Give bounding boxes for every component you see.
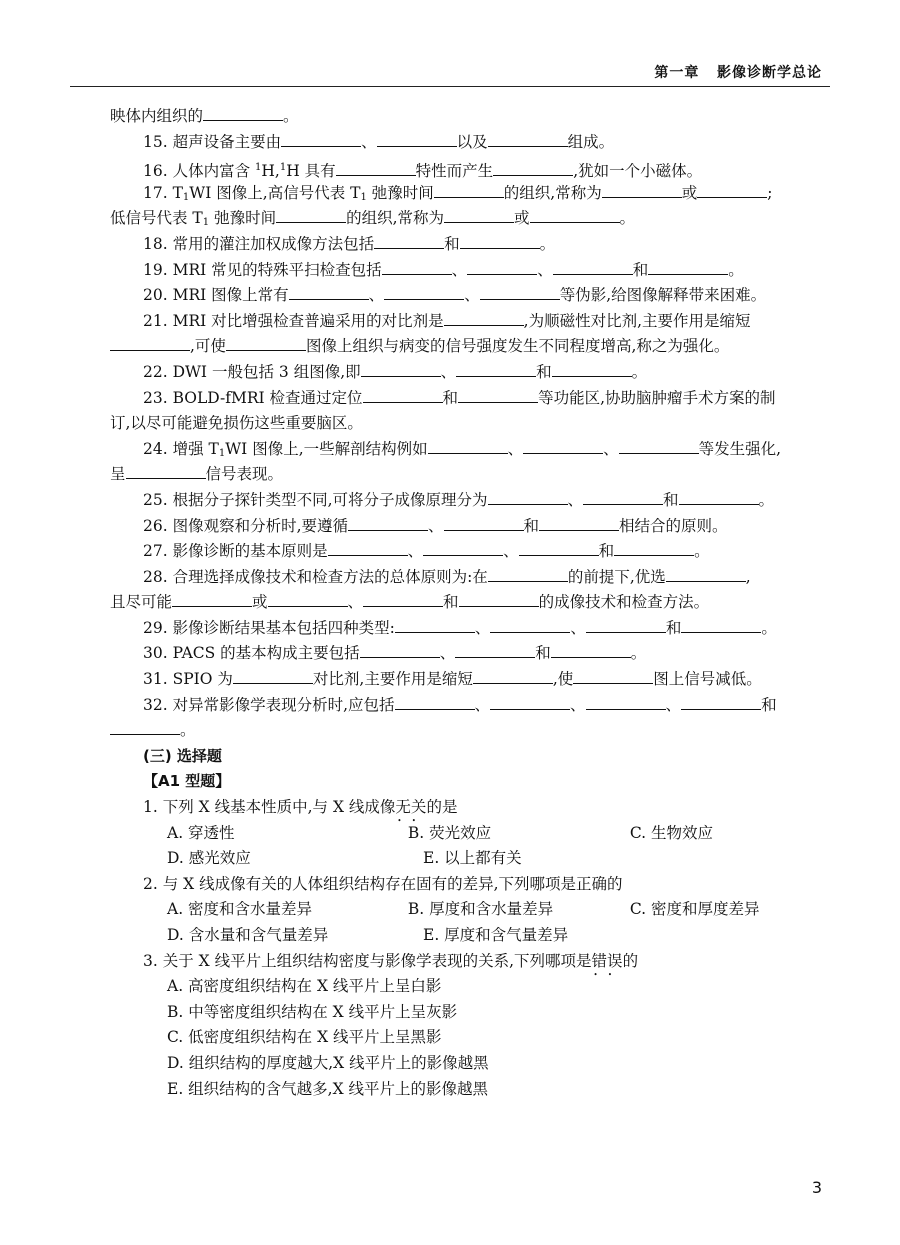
answer-blank[interactable] [553,258,633,275]
question-23-cont: 订,以尽可能避免损伤这些重要脑区。 [110,414,363,433]
answer-blank[interactable] [488,130,568,147]
option-c[interactable]: C. 生物效应 [629,823,714,842]
mc-question-3: 3. 关于 X 线平片上组织结构密度与影像学表现的关系,下列哪项是错误 • •的 [110,949,818,975]
answer-blank[interactable] [423,539,503,556]
chapter-title: 影像诊断学总论 [717,65,822,81]
answer-blank[interactable] [666,565,746,582]
answer-blank[interactable] [233,667,313,684]
mc-question-2: 2. 与 X 线成像有关的人体组织结构存在固有的差异,下列哪项是正确的 [143,874,623,893]
answer-blank[interactable] [276,206,346,223]
running-header [654,62,822,82]
answer-blank[interactable] [363,386,443,403]
question-27: 27. 影像诊断的基本原则是 、 、 和 。 [110,539,818,565]
subsection-heading: 【A1 型题】 [143,772,231,791]
answer-blank[interactable] [583,488,663,505]
question-19: 19. MRI 常见的特殊平扫检查包括 、 、 和 。 [110,258,818,284]
answer-blank[interactable] [328,539,408,556]
question-24: 24. 增强 $T_1WI$ 图像上,一些解剖结构例如 、 、 等发生强化, [110,437,818,463]
page-content [110,104,818,1102]
answer-blank[interactable] [573,667,653,684]
emphasis-text: 错误 • • [592,952,623,970]
option-b[interactable]: B. 厚度和含水量差异 [407,900,554,919]
answer-blank[interactable] [268,590,348,607]
option-a[interactable]: A. 穿透性 [167,823,235,842]
question-20: 20. MRI 图像上常有 、 、 等伪影,给图像解释带来困难。 [110,283,818,309]
answer-blank[interactable] [488,565,568,582]
mc-options-row [110,846,818,872]
question-26: 26. 图像观察和分析时,要遵循 、 和 相结合的原则。 [110,514,818,540]
question-25: 25. 根据分子探针类型不同,可将分子成像原理分为 、 和 。 [110,488,818,514]
option-a[interactable]: A. 高密度组织结构在 X 线平片上呈白影 [167,977,442,996]
answer-blank[interactable] [172,590,252,607]
answer-blank[interactable] [456,360,536,377]
answer-blank[interactable] [444,514,524,531]
answer-blank[interactable] [480,283,560,300]
option-b[interactable]: B. 中等密度组织结构在 X 线平片上呈灰影 [167,1002,458,1021]
answer-blank[interactable] [467,258,537,275]
mc-options-row [110,897,818,923]
mc-options-row [110,821,818,847]
answer-blank[interactable] [619,437,699,454]
page-number: 3 [811,1178,822,1197]
answer-blank[interactable] [473,667,553,684]
emphasis-text: 无关 • • [395,798,426,816]
question-24-cont: 呈 信号表现。 [110,462,818,488]
answer-blank[interactable] [395,616,475,633]
answer-blank[interactable] [444,206,514,223]
answer-blank[interactable] [361,360,441,377]
answer-blank[interactable] [552,360,632,377]
answer-blank[interactable] [110,718,180,735]
question-30: 30. PACS 的基本构成主要包括 、 和 。 [110,641,818,667]
question-22: 22. DWI 一般包括 3 组图像,即 、 和 。 [110,360,818,386]
answer-blank[interactable] [348,514,428,531]
option-e[interactable]: E. 以上都有关 [423,849,522,868]
answer-blank[interactable] [360,641,440,658]
answer-blank[interactable] [459,590,539,607]
answer-blank[interactable] [444,309,524,326]
answer-blank[interactable] [681,693,761,710]
option-d[interactable]: D. 感光效应 [167,849,251,868]
answer-blank[interactable] [460,232,540,249]
answer-blank[interactable] [428,437,508,454]
option-d[interactable]: D. 含水量和含气量差异 [167,926,329,944]
option-e[interactable]: E. 厚度和含气量差异 [423,926,569,944]
answer-blank[interactable] [614,539,694,556]
answer-blank[interactable] [490,616,570,633]
answer-blank[interactable] [551,641,631,658]
option-c[interactable]: C. 密度和厚度差异 [629,900,760,919]
question-21: 21. MRI 对比增强检查普遍采用的对比剂是 ,为顺磁性对比剂,主要作用是缩短 [110,309,818,335]
question-31: 31. SPIO 为 对比剂,主要作用是缩短 ,使 图上信号减低。 [110,667,818,693]
chapter-label: 第一章 [654,65,700,81]
option-b[interactable]: B. 荧光效应 [407,823,492,842]
answer-blank[interactable] [488,488,568,505]
answer-blank[interactable] [374,232,444,249]
answer-blank[interactable] [539,514,619,531]
answer-blank[interactable] [586,616,666,633]
option-d[interactable]: D. 组织结构的厚度越大,X 线平片上的影像越黑 [167,1053,489,1072]
answer-blank[interactable] [519,539,599,556]
section-heading: (三) 选择题 [143,746,222,765]
answer-blank[interactable] [382,258,452,275]
option-e[interactable]: E. 组织结构的含气越多,X 线平片上的影像越黑 [167,1079,489,1098]
question-16: 16. 人体内富含 $^1$H,$^1$H 具有 特性而产生 ,犹如一个小磁体。 [110,155,818,181]
answer-blank[interactable] [648,258,728,275]
question-line: 映体内组织的 。 [110,104,818,130]
answer-blank[interactable] [377,130,457,147]
question-18: 18. 常用的灌注加权成像方法包括 和 。 [110,232,818,258]
answer-blank[interactable] [586,693,666,710]
question-17: 17. $T_1WI$ 图像上,高信号代表 $T_1$ 弛豫时间 的组织,常称为 或 ; [110,181,818,207]
answer-blank[interactable] [602,181,682,198]
answer-blank[interactable] [490,693,570,710]
answer-blank[interactable] [336,159,416,176]
answer-blank[interactable] [110,334,190,351]
answer-blank[interactable] [226,334,306,351]
answer-blank[interactable] [530,206,620,223]
answer-blank[interactable] [679,488,759,505]
answer-blank[interactable] [493,159,573,176]
answer-blank[interactable] [523,437,603,454]
mc-question-1: 1. 下列 X 线基本性质中,与 X 线成像无关 • •的是 [110,795,818,821]
answer-blank[interactable] [363,590,443,607]
answer-blank[interactable] [384,283,464,300]
mc-options-row [110,923,818,949]
answer-blank[interactable] [455,641,535,658]
question-15: 15. 超声设备主要由 、 以及 组成。 [110,130,818,156]
question-32: 32. 对异常影像学表现分析时,应包括 、 、 、 和 [110,693,818,719]
answer-blank[interactable] [126,462,206,479]
answer-blank[interactable] [281,130,361,147]
question-17-cont: 低信号代表 $T_1$ 弛豫时间 的组织,常称为 或 。 [110,206,818,232]
answer-blank[interactable] [203,104,283,121]
question-28-cont: 且尽可能 或 、 和 的成像技术和检查方法。 [110,590,818,616]
answer-blank[interactable] [697,181,767,198]
answer-blank[interactable] [458,386,538,403]
answer-blank[interactable] [681,616,761,633]
header-rule [70,86,830,87]
question-21-cont: ,可使 图像上组织与病变的信号强度发生不同程度增高,称之为强化。 [110,334,818,360]
question-28: 28. 合理选择成像技术和检查方法的总体原则为:在 的前提下,优选 , [110,565,818,591]
answer-blank[interactable] [395,693,475,710]
answer-blank[interactable] [434,181,504,198]
answer-blank[interactable] [289,283,369,300]
question-29: 29. 影像诊断结果基本包括四种类型: 、 、 和 。 [110,616,818,642]
question-23: 23. BOLD-fMRI 检查通过定位 和 等功能区,协助脑肿瘤手术方案的制 [110,386,818,412]
option-c[interactable]: C. 低密度组织结构在 X 线平片上呈黑影 [167,1028,442,1047]
question-32-cont: 。 [110,718,818,744]
option-a[interactable]: A. 密度和含水量差异 [167,900,313,919]
